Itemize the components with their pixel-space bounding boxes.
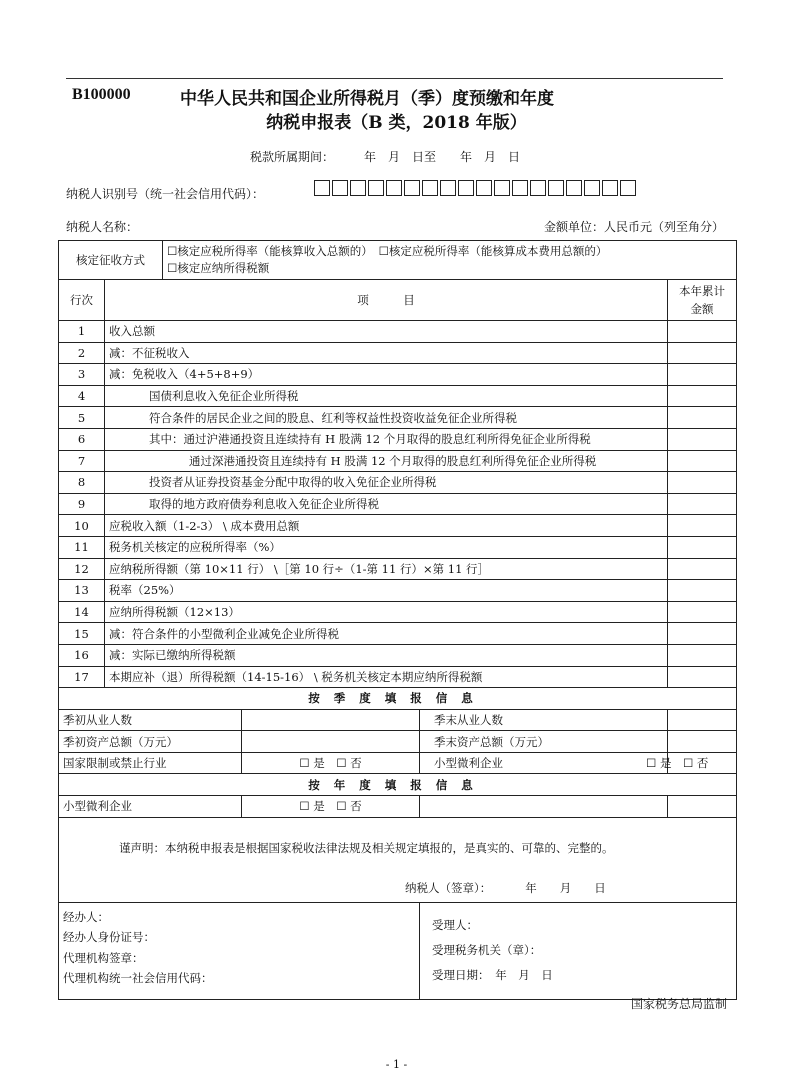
line-item-amount[interactable]: [668, 321, 737, 343]
line-item-amount[interactable]: [668, 644, 737, 666]
taxpayer-name-label: 纳税人名称：: [66, 220, 139, 234]
start-employees-value[interactable]: [242, 709, 420, 731]
annual-row: [59, 796, 737, 818]
line-item-text: 通过深港通投资且连续持有 H 股满 12 个月取得的股息红利所得免征企业所得税: [105, 450, 668, 472]
tax-period-label: 税款所属期间：: [250, 150, 335, 164]
line-item-amount[interactable]: [668, 385, 737, 407]
small-micro-choice-text[interactable]: ☐ 是 ☐ 否: [646, 756, 709, 771]
line-item-no: 7: [59, 450, 105, 472]
line-item-row: [59, 536, 737, 558]
declaration-date: 年 月 日: [525, 880, 606, 895]
line-item-text: 本期应补（退）所得税额（14-15-16） \ 税务机关核定本期应纳所得税额: [105, 666, 668, 688]
taxpayer-id-box[interactable]: [566, 180, 582, 196]
taxpayer-id-label: 纳税人识别号（统一社会信用代码）：: [66, 187, 265, 201]
line-item-row: [59, 601, 737, 623]
annual-small-micro-choice[interactable]: ☐ 是 ☐ 否: [242, 796, 420, 818]
agent-right: [420, 902, 737, 999]
declaration-row: [59, 817, 737, 902]
column-header-row: [59, 280, 737, 321]
taxpayer-id-box[interactable]: [386, 180, 402, 196]
taxpayer-id-box[interactable]: [476, 180, 492, 196]
taxpayer-id-box[interactable]: [458, 180, 474, 196]
method-option-income[interactable]: ☐核定应税所得率（能核算收入总额的）: [167, 244, 368, 258]
line-item-text: 投资者从证券投资基金分配中取得的收入免征企业所得税: [105, 472, 668, 494]
form-code: B100000: [72, 86, 131, 103]
line-item-no: 1: [59, 321, 105, 343]
agency-code-label: 代理机构统一社会信用代码：: [63, 971, 213, 986]
col-header-amount: [668, 280, 737, 321]
line-item-amount[interactable]: [668, 558, 737, 580]
taxpayer-id-boxes[interactable]: [314, 180, 636, 196]
col-header-amount-line1: 本年累计: [679, 284, 725, 298]
taxpayer-id-box[interactable]: [440, 180, 456, 196]
line-item-row: [59, 428, 737, 450]
line-item-amount[interactable]: [668, 342, 737, 364]
annual-blank-1: [420, 796, 668, 818]
line-item-text: 符合条件的居民企业之间的股息、红利等权益性投资收益免征企业所得税: [105, 407, 668, 429]
line-item-no: 4: [59, 385, 105, 407]
taxpayer-id-box[interactable]: [494, 180, 510, 196]
supervised-by: 国家税务总局监制: [630, 997, 727, 1011]
line-item-row: [59, 623, 737, 645]
line-item-text: 减：不征税收入: [105, 342, 668, 364]
taxpayer-id-box[interactable]: [530, 180, 546, 196]
line-item-row: [59, 493, 737, 515]
line-item-row: [59, 515, 737, 537]
method-label: 核定征收方式: [59, 241, 163, 280]
line-item-no: 3: [59, 364, 105, 386]
quarterly-row-assets: [59, 731, 737, 753]
annual-small-micro-label: 小型微利企业: [59, 796, 242, 818]
taxpayer-id-box[interactable]: [620, 180, 636, 196]
line-item-amount[interactable]: [668, 364, 737, 386]
line-item-row: [59, 364, 737, 386]
annual-heading-row: [59, 774, 737, 796]
top-rule: [66, 78, 723, 79]
page-number: - 1 -: [385, 1058, 408, 1071]
line-item-no: 12: [59, 558, 105, 580]
form-title-line2: 纳税申报表（B 类，2018 年版）: [266, 113, 527, 133]
line-item-text: 减：实际已缴纳所得税额: [105, 644, 668, 666]
declaration-sign: [59, 856, 736, 896]
line-item-text: 税务机关核定的应税所得率（%）: [105, 536, 668, 558]
line-item-row: [59, 472, 737, 494]
taxpayer-id-box[interactable]: [332, 180, 348, 196]
method-row: [59, 241, 737, 280]
col-header-amount-line2: 金额: [690, 302, 714, 316]
receiver-label: 受理人：: [432, 917, 478, 932]
line-item-amount[interactable]: [668, 601, 737, 623]
tax-period-from: 年 月 日至: [364, 150, 437, 164]
line-item-amount[interactable]: [668, 623, 737, 645]
line-item-amount[interactable]: [668, 428, 737, 450]
line-item-text: 税率（25%）: [105, 580, 668, 602]
line-item-no: 11: [59, 536, 105, 558]
line-item-no: 6: [59, 428, 105, 450]
line-item-text: 国债利息收入免征企业所得税: [105, 385, 668, 407]
line-item-text: 减：免税收入（4+5+8+9）: [105, 364, 668, 386]
end-assets-value[interactable]: [668, 731, 737, 753]
receiving-office-label: 受理税务机关（章）：: [432, 942, 542, 957]
quarterly-row-employees: [59, 709, 737, 731]
line-item-row: [59, 666, 737, 688]
line-item-text: 减：符合条件的小型微利企业减免企业所得税: [105, 623, 668, 645]
line-item-amount[interactable]: [668, 536, 737, 558]
line-item-no: 2: [59, 342, 105, 364]
end-employees-value[interactable]: [668, 709, 737, 731]
col-header-item: 项 目: [105, 280, 668, 321]
taxpayer-id-box[interactable]: [404, 180, 420, 196]
line-item-row: [59, 580, 737, 602]
line-item-amount[interactable]: [668, 515, 737, 537]
line-item-no: 5: [59, 407, 105, 429]
line-item-amount[interactable]: [668, 580, 737, 602]
taxpayer-id-box[interactable]: [512, 180, 528, 196]
line-item-no: 15: [59, 623, 105, 645]
form-title-line1: 中华人民共和国企业所得税月（季）度预缴和年度: [180, 89, 554, 109]
start-assets-label: 季初资产总额（万元）: [59, 731, 242, 753]
line-item-row: [59, 342, 737, 364]
handler-label: 经办人：: [63, 909, 109, 924]
line-item-amount[interactable]: [668, 493, 737, 515]
tax-period: [250, 148, 520, 165]
line-item-no: 13: [59, 580, 105, 602]
line-item-amount[interactable]: [668, 666, 737, 688]
end-assets-label: 季末资产总额（万元）: [420, 731, 668, 753]
agent-left: [59, 902, 420, 999]
line-item-text: 应纳所得税额（12×13）: [105, 601, 668, 623]
method-option-cost[interactable]: ☐核定应税所得率（能核算成本费用总额的）: [378, 244, 608, 258]
tax-period-to: 年 月 日: [460, 150, 521, 164]
taxpayer-id-box[interactable]: [584, 180, 600, 196]
line-item-text: 收入总额: [105, 321, 668, 343]
taxpayer-id-box[interactable]: [422, 180, 438, 196]
declaration-signer: 纳税人（签章）：: [405, 880, 492, 895]
line-item-text: 其中：通过沪港通投资且连续持有 H 股满 12 个月取得的股息红利所得免征企业所得税: [105, 428, 668, 450]
declaration-table: [58, 240, 737, 1000]
annual-heading: 按年度填报信息: [59, 774, 737, 796]
line-item-no: 14: [59, 601, 105, 623]
line-item-no: 9: [59, 493, 105, 515]
taxpayer-id-box[interactable]: [602, 180, 618, 196]
small-micro-choice[interactable]: [646, 752, 737, 774]
amount-unit-label: 金额单位：人民币元（列至角分）: [543, 220, 724, 234]
line-item-amount[interactable]: [668, 472, 737, 494]
col-header-row-no: 行次: [59, 280, 105, 321]
method-option-tax[interactable]: ☐核定应纳所得税额: [167, 261, 270, 275]
line-item-row: [59, 407, 737, 429]
restricted-industry-choice[interactable]: ☐ 是 ☐ 否: [242, 752, 420, 774]
line-item-row: [59, 644, 737, 666]
line-item-no: 17: [59, 666, 105, 688]
line-item-row: [59, 450, 737, 472]
declaration-cell: [59, 817, 737, 902]
agency-seal-label: 代理机构签章：: [63, 950, 144, 965]
restricted-industry-label: 国家限制或禁止行业: [59, 752, 242, 774]
annual-blank-2: [668, 796, 737, 818]
line-item-row: [59, 558, 737, 580]
agent-row: [59, 902, 737, 999]
quarterly-heading-row: [59, 688, 737, 710]
line-item-text: 应纳税所得额（第 10×11 行） \［第 10 行÷（1-第 11 行）×第 11 行］: [105, 558, 668, 580]
taxpayer-id-box[interactable]: [314, 180, 330, 196]
small-micro-label: 小型微利企业: [420, 752, 668, 774]
line-item-no: 8: [59, 472, 105, 494]
receive-date-label: 受理日期： 年 月 日: [432, 967, 553, 982]
line-item-amount[interactable]: [668, 407, 737, 429]
line-item-row: [59, 385, 737, 407]
quarterly-heading: 按季度填报信息: [59, 688, 737, 710]
line-item-no: 10: [59, 515, 105, 537]
line-item-amount[interactable]: [668, 450, 737, 472]
declaration-text: 谨声明：本纳税申报表是根据国家税收法律法规及相关规定填报的，是真实的、可靠的、完整的。: [119, 840, 614, 855]
start-employees-label: 季初从业人数: [59, 709, 242, 731]
taxpayer-id-box[interactable]: [368, 180, 384, 196]
line-item-text: 取得的地方政府债券利息收入免征企业所得税: [105, 493, 668, 515]
line-item-no: 16: [59, 644, 105, 666]
taxpayer-id-box[interactable]: [350, 180, 366, 196]
line-item-text: 应税收入额（1-2-3） \ 成本费用总额: [105, 515, 668, 537]
taxpayer-id-box[interactable]: [548, 180, 564, 196]
quarterly-row-flags: [59, 752, 737, 774]
end-employees-label: 季末从业人数: [420, 709, 668, 731]
start-assets-value[interactable]: [242, 731, 420, 753]
method-options: [163, 241, 737, 280]
line-item-row: [59, 321, 737, 343]
handler-id-label: 经办人身份证号：: [63, 930, 155, 945]
